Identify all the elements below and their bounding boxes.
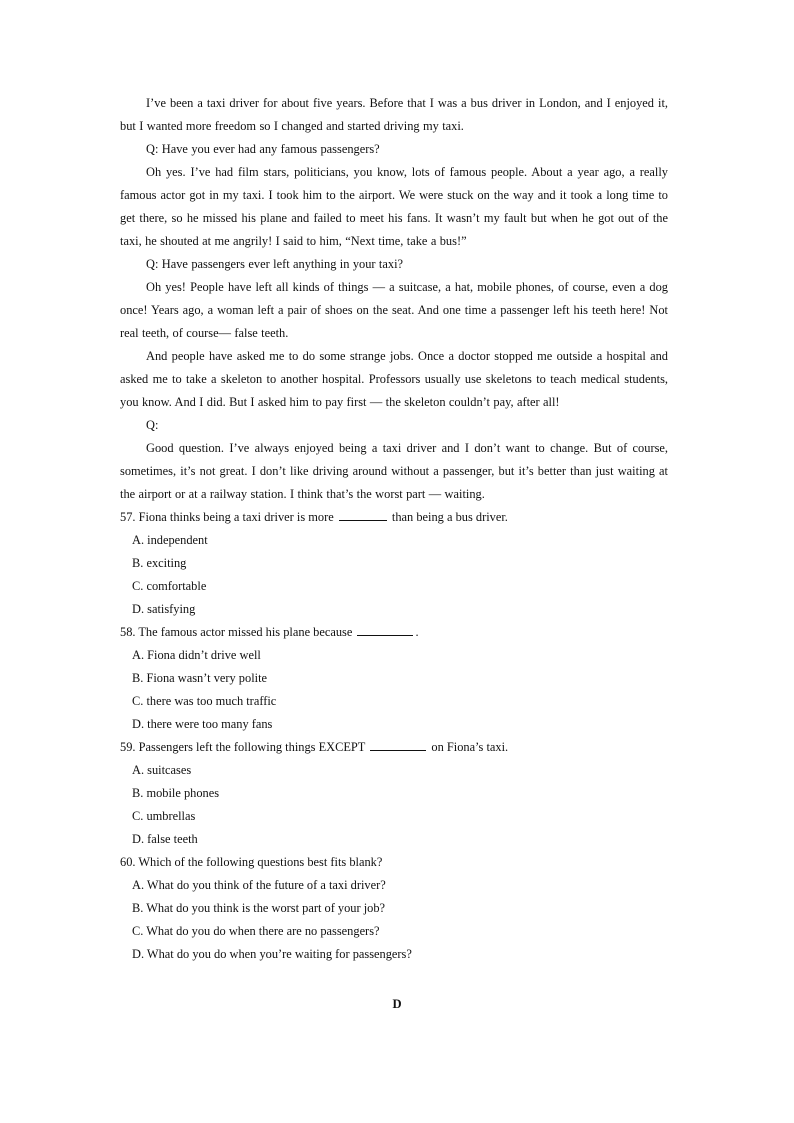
question-57 bbox=[120, 506, 668, 621]
question-stem-text: 59. Passengers left the following things EXCEPT bbox=[120, 740, 366, 754]
question-58 bbox=[120, 621, 668, 736]
question-stem-text: 58. The famous actor missed his plane because bbox=[120, 625, 353, 639]
answer-options bbox=[120, 759, 668, 851]
answer-options bbox=[120, 874, 668, 966]
question-stem-text: . bbox=[415, 625, 419, 639]
passage-paragraph-4: And people have asked me to do some strange jobs. Once a doctor stopped me outside a hospital and asked me to take a skeleton to another hospital. Professors usually use skeletons to teach medical students, you know. And I did. But I asked him to pay first — the skeleton couldn’t pay, after all! bbox=[120, 349, 668, 409]
question-stem bbox=[120, 736, 668, 759]
question-stem bbox=[120, 621, 668, 644]
reading-passage bbox=[120, 92, 668, 506]
answer-blank bbox=[339, 510, 387, 521]
option-c: C. umbrellas bbox=[132, 809, 196, 823]
question-stem bbox=[120, 506, 668, 529]
document-page bbox=[120, 92, 668, 966]
option-d: D. What do you do when you’re waiting for passengers? bbox=[132, 947, 412, 961]
passage-paragraph-1: I’ve been a taxi driver for about five years. Before that I was a bus driver in London, and I enjoyed it, but I wanted more freedom so I changed and started driving my taxi. bbox=[120, 96, 668, 133]
question-stem-text: on Fiona’s taxi. bbox=[431, 740, 509, 754]
option-a: A. Fiona didn’t drive well bbox=[132, 648, 261, 662]
answer-blank bbox=[370, 740, 426, 751]
option-d: D. false teeth bbox=[132, 832, 198, 846]
option-b: B. exciting bbox=[132, 556, 187, 570]
option-c: C. there was too much traffic bbox=[132, 694, 277, 708]
answer-options bbox=[120, 529, 668, 621]
option-a: A. suitcases bbox=[132, 763, 192, 777]
option-b: B. mobile phones bbox=[132, 786, 220, 800]
question-stem-text: than being a bus driver. bbox=[391, 510, 508, 524]
option-d: D. there were too many fans bbox=[132, 717, 273, 731]
question-59 bbox=[120, 736, 668, 851]
question-60 bbox=[120, 851, 668, 966]
passage-paragraph-5: Good question. I’ve always enjoyed being a taxi driver and I don’t want to change. But of course, sometimes, it’s not great. I don’t like driving around without a passenger, but it’s better than just waiting at the airport or at a railway station. I think that’s the worst part — waiting. bbox=[120, 441, 668, 501]
option-c: C. What do you do when there are no passengers? bbox=[132, 924, 380, 938]
passage-paragraph-3: Oh yes! People have left all kinds of things — a suitcase, a hat, mobile phones, of course, even a dog once! Years ago, a woman left a pair of shoes on the seat. And one time a passenger left his teeth here! Not real teeth, of course— false teeth. bbox=[120, 280, 668, 340]
answer-options bbox=[120, 644, 668, 736]
passage-paragraph-2: Oh yes. I’ve had film stars, politicians, you know, lots of famous people. About a year ago, a really famous actor got in my taxi. I took him to the airport. We were stuck on the way and it took a long time to get there, so he missed his plane and failed to meet his fans. It wasn’t my fault but when he got out of the taxi, he shouted at me angrily! I said to him, “Next time, take a bus!” bbox=[120, 165, 668, 248]
interview-question-2: Q: Have passengers ever left anything in your taxi? bbox=[146, 257, 404, 271]
option-c: C. comfortable bbox=[132, 579, 207, 593]
section-label: D bbox=[392, 997, 402, 1011]
question-stem bbox=[120, 851, 668, 874]
question-stem-text: 60. Which of the following questions best fits blank? bbox=[120, 855, 383, 869]
option-b: B. What do you think is the worst part of your job? bbox=[132, 901, 386, 915]
question-stem-text: 57. Fiona thinks being a taxi driver is more bbox=[120, 510, 334, 524]
interview-question-blank: Q: bbox=[146, 418, 159, 432]
option-a: A. independent bbox=[132, 533, 208, 547]
interview-question-1: Q: Have you ever had any famous passengers? bbox=[146, 142, 380, 156]
option-b: B. Fiona wasn’t very polite bbox=[132, 671, 268, 685]
option-d: D. satisfying bbox=[132, 602, 196, 616]
option-a: A. What do you think of the future of a taxi driver? bbox=[132, 878, 386, 892]
answer-blank bbox=[357, 625, 413, 636]
